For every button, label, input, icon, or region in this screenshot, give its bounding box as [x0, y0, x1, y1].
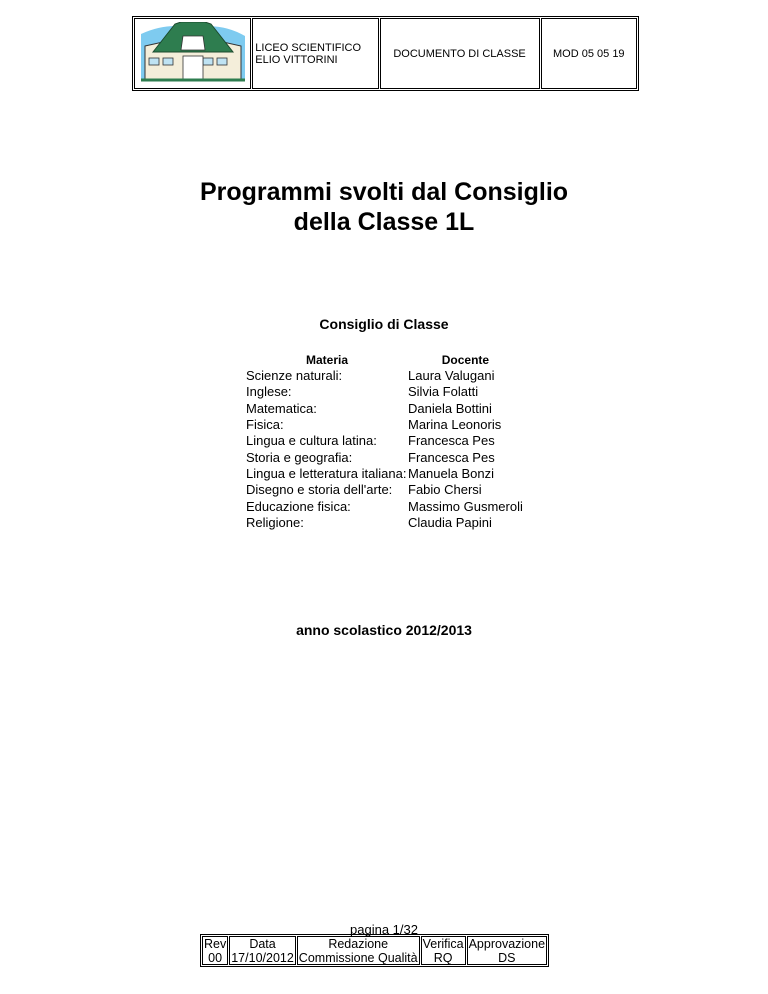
- subject-cell: Inglese:: [246, 384, 292, 400]
- table-row: [246, 417, 523, 433]
- footer-check-label: Verifica: [422, 936, 464, 951]
- council-members-table: [246, 352, 523, 531]
- footer-date-label: Data: [249, 936, 276, 951]
- subject-cell: Storia e geografia:: [246, 449, 353, 465]
- table-row: [246, 368, 523, 384]
- title-line2: della Classe 1L: [293, 208, 475, 236]
- teacher-cell: Silvia Folatti: [408, 384, 479, 400]
- table-row: [246, 433, 523, 449]
- teacher-cell: Manuela Bonzi: [408, 465, 494, 481]
- subject-cell: Religione:: [246, 514, 304, 530]
- logo-cell: [134, 18, 251, 89]
- teacher-cell: Claudia Papini: [408, 514, 492, 530]
- table-row: [246, 515, 523, 531]
- subject-cell: Matematica:: [246, 400, 317, 416]
- subject-cell: Educazione fisica:: [246, 498, 351, 514]
- document-header: [132, 16, 639, 91]
- footer-rev-cell: [202, 936, 228, 965]
- document-type-cell: [380, 18, 540, 89]
- footer-date-cell: [229, 936, 296, 965]
- school-name-cell: [252, 18, 378, 89]
- footer-approval-label: Approvazione: [468, 936, 546, 951]
- footer-date-value: 17/10/2012: [231, 950, 294, 965]
- page-number: pagina 1/32: [350, 922, 418, 937]
- subject-cell: Fisica:: [246, 417, 284, 433]
- council-heading: Consiglio di Classe: [319, 316, 449, 332]
- subject-cell: Lingua e cultura latina:: [246, 433, 377, 449]
- table-row: [246, 449, 523, 465]
- column-header-teacher: Docente: [441, 353, 490, 367]
- teacher-cell: Laura Valugani: [408, 368, 495, 384]
- title-line1: Programmi svolti dal Consiglio: [199, 178, 569, 206]
- teacher-cell: Francesca Pes: [408, 449, 495, 465]
- school-year: anno scolastico 2012/2013: [296, 622, 472, 638]
- subject-cell: Scienze naturali:: [246, 368, 343, 384]
- school-name-line1: LICEO SCIENTIFICO: [255, 41, 362, 54]
- table-row: [246, 466, 523, 482]
- teacher-cell: Marina Leonoris: [408, 417, 502, 433]
- table-header-row: [246, 352, 523, 368]
- document-type: DOCUMENTO DI CLASSE: [393, 47, 526, 60]
- teacher-cell: Daniela Bottini: [408, 400, 492, 416]
- footer-drafting-cell: [297, 936, 420, 965]
- subject-cell: Lingua e letteratura italiana:: [246, 465, 407, 481]
- footer-approval-cell: [467, 936, 547, 965]
- subject-cell: Disegno e storia dell'arte:: [246, 482, 393, 498]
- table-row: [246, 401, 523, 417]
- footer-check-cell: [421, 936, 466, 965]
- revision-footer: [200, 934, 549, 967]
- footer-check-value: RQ: [433, 950, 453, 965]
- footer-rev-value: 00: [208, 950, 223, 965]
- teacher-cell: Massimo Gusmeroli: [408, 498, 523, 514]
- column-header-subject: Materia: [305, 353, 349, 367]
- footer-drafting-value: Commissione Qualità: [298, 950, 418, 965]
- teacher-cell: Fabio Chersi: [408, 482, 482, 498]
- table-row: [246, 498, 523, 514]
- table-row: [246, 384, 523, 400]
- footer-approval-value: DS: [498, 950, 516, 965]
- school-building-logo: [137, 22, 249, 86]
- footer-drafting-label: Redazione: [328, 936, 389, 951]
- school-name-line2: ELIO VITTORINI: [255, 53, 338, 66]
- teacher-cell: Francesca Pes: [408, 433, 495, 449]
- table-row: [246, 482, 523, 498]
- footer-rev-label: Rev: [204, 936, 227, 951]
- page-title: [0, 177, 768, 237]
- module-code: MOD 05 05 19: [553, 47, 625, 60]
- module-code-cell: [541, 18, 637, 89]
